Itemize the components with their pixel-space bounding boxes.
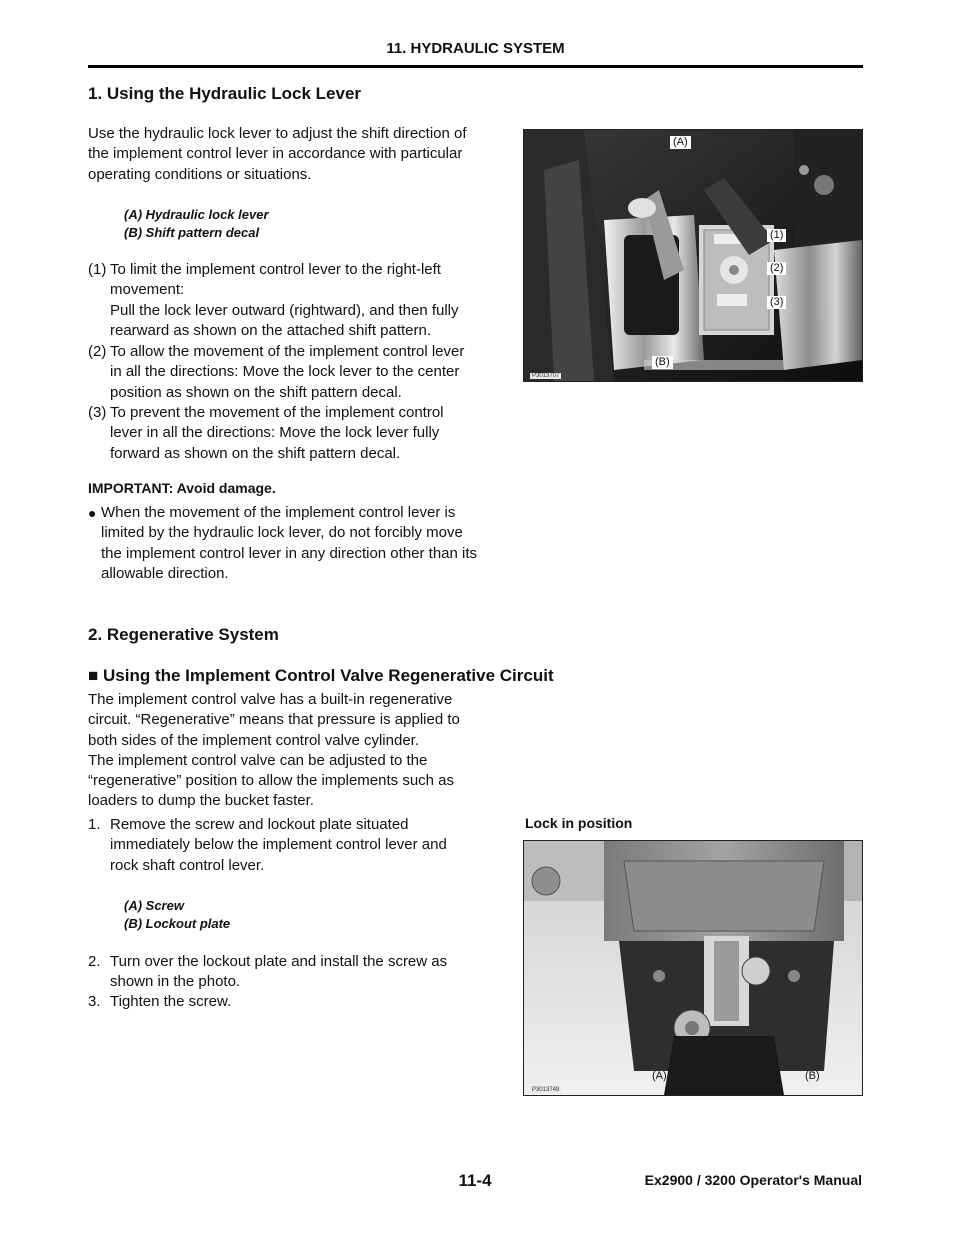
intro-line: the implement control lever in accordance with particular bbox=[88, 145, 463, 163]
para-line: both sides of the implement control valve cylinder. bbox=[88, 731, 420, 749]
caption-hydraulic-lock-lever: (A) Hydraulic lock lever bbox=[124, 207, 269, 222]
step-line: To limit the implement control lever to the right-left bbox=[110, 261, 441, 278]
manual-title: Ex2900 / 3200 Operator's Manual bbox=[644, 1172, 862, 1188]
step-line: rock shaft control lever. bbox=[110, 856, 265, 874]
caption-lockout-plate: (B) Lockout plate bbox=[124, 916, 231, 931]
chapter-title: 11. HYDRAULIC SYSTEM bbox=[386, 40, 565, 57]
para-line: The implement control valve has a built-in regenerative bbox=[88, 691, 453, 708]
regen-step-3 bbox=[88, 992, 508, 1012]
hydraulic-lock-lever-photo bbox=[523, 129, 863, 382]
lockout-plate-photo bbox=[523, 840, 863, 1096]
para-line: circuit. “Regenerative” means that pressure is applied to bbox=[88, 711, 460, 729]
step-line: Pull the lock lever outward (rightward), and then fully bbox=[110, 301, 459, 319]
photo-label-3: (3) bbox=[767, 296, 786, 309]
step-line: movement: bbox=[110, 281, 185, 299]
step-2 bbox=[88, 342, 508, 403]
step-line: lever in all the directions: Move the lock lever fully bbox=[110, 424, 440, 442]
important-title: IMPORTANT: Avoid damage. bbox=[88, 480, 276, 496]
photo-illustration bbox=[524, 841, 862, 1095]
step-number: (3) bbox=[88, 404, 107, 421]
step-1 bbox=[88, 260, 508, 341]
note-line: the implement control lever in any direction other than its bbox=[101, 544, 478, 562]
note-line: allowable direction. bbox=[101, 564, 229, 582]
step-3 bbox=[88, 403, 508, 464]
step-line: forward as shown on the shift pattern decal. bbox=[110, 444, 401, 462]
para-line: “regenerative” position to allow the implements such as bbox=[88, 772, 455, 790]
para-line: The implement control valve can be adjusted to the bbox=[88, 751, 428, 769]
section-1-heading: 1. Using the Hydraulic Lock Lever bbox=[88, 84, 362, 103]
step-line: To prevent the movement of the implement control bbox=[110, 404, 444, 421]
photo-label-2: (2) bbox=[767, 262, 786, 275]
important-note bbox=[88, 503, 508, 584]
photo-label-b: (B) bbox=[805, 1070, 820, 1082]
page-number: 11-4 bbox=[458, 1171, 492, 1190]
section-2-subheading bbox=[88, 666, 554, 686]
step-line: position as shown on the shift pattern decal. bbox=[110, 383, 402, 401]
bullet-icon: ● bbox=[88, 505, 97, 521]
section-2-captions bbox=[124, 897, 230, 933]
step-number: (1) bbox=[88, 261, 107, 278]
caption-screw: (A) Screw bbox=[124, 898, 184, 913]
photo-label-a: (A) bbox=[652, 1070, 667, 1082]
step-line: in all the directions: Move the lock lever to the center bbox=[110, 363, 460, 381]
photo-id: P3013707 bbox=[532, 373, 560, 379]
step-number: (2) bbox=[88, 343, 107, 360]
subheading-text: Using the Implement Control Valve Regenerative Circuit bbox=[103, 666, 554, 685]
intro-line: Use the hydraulic lock lever to adjust the shift direction of bbox=[88, 125, 467, 142]
step-line: Turn over the lockout plate and install the screw as bbox=[110, 953, 448, 970]
step-number: 1. bbox=[88, 816, 101, 833]
regen-step-2 bbox=[88, 952, 508, 993]
header-rule bbox=[88, 65, 863, 68]
caption-shift-pattern-decal: (B) Shift pattern decal bbox=[124, 225, 260, 240]
square-bullet-icon: ■ bbox=[88, 666, 99, 685]
intro-line: operating conditions or situations. bbox=[88, 165, 312, 183]
step-line: Remove the screw and lockout plate situated bbox=[110, 816, 409, 833]
regen-step-1 bbox=[88, 815, 508, 876]
section-2-heading: 2. Regenerative System bbox=[88, 625, 279, 644]
photo-2-title: Lock in position bbox=[525, 815, 633, 831]
section-1-intro bbox=[88, 124, 508, 185]
step-line: immediately below the implement control lever and bbox=[110, 836, 447, 854]
section-2-paragraph bbox=[88, 690, 508, 812]
step-number: 2. bbox=[88, 953, 101, 970]
photo-label-1: (1) bbox=[767, 229, 786, 242]
section-1-captions bbox=[124, 206, 269, 242]
photo-label-a: (A) bbox=[670, 136, 691, 149]
para-line: loaders to dump the bucket faster. bbox=[88, 792, 314, 810]
note-line: limited by the hydraulic lock lever, do not forcibly move bbox=[101, 524, 463, 542]
step-line: rearward as shown on the attached shift pattern. bbox=[110, 321, 432, 339]
step-line: Tighten the screw. bbox=[110, 993, 232, 1010]
photo-illustration bbox=[524, 130, 862, 381]
photo-id: P3013749 bbox=[532, 1087, 560, 1093]
step-line: To allow the movement of the implement control lever bbox=[110, 343, 465, 360]
note-line: When the movement of the implement control lever is bbox=[101, 504, 456, 521]
photo-label-b: (B) bbox=[652, 356, 673, 369]
step-number: 3. bbox=[88, 993, 101, 1010]
step-line: shown in the photo. bbox=[110, 973, 241, 991]
